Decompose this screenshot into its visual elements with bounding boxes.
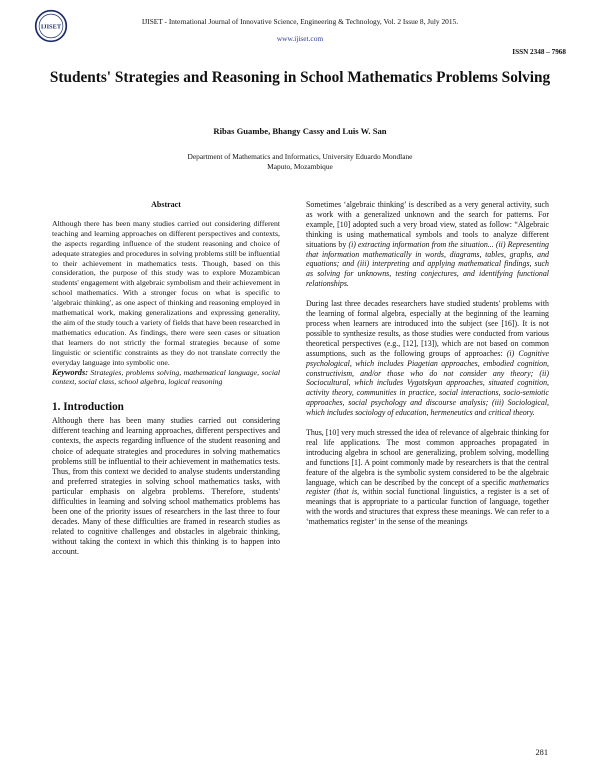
affiliation-location: Maputo, Mozambique <box>267 162 333 171</box>
paragraph-text: within social functional linguistics, a register is a set of meanings that is appropriate to a particular function of language, together with the words and structures that express these meanings. We can refer to a ‘mathematics register’ in the sense of the meanings <box>306 487 549 527</box>
paper-title: Students' Strategies and Reasoning in School Mathematics Problems Solving <box>49 69 551 86</box>
keywords-list: Strategies, problems solving, mathematical language, social context, social class, school algebra, logical reasoning <box>52 367 281 387</box>
journal-header: IJISET - International Journal of Innovative Science, Engineering & Technology, Vol. 2 Issue 8, July 2015. <box>141 17 459 26</box>
logo-text: IJISET <box>40 23 62 31</box>
keywords-label: Keywords: <box>52 367 88 377</box>
keywords <box>52 368 280 388</box>
right-column <box>306 200 549 527</box>
page-number: 281 <box>535 748 548 757</box>
paragraph-text: Sometimes ‘algebraic thinking’ is described as a very general activity, such as work with a generalized unknown and the search for patterns. For example, [10] adopted such a very broad view, stated as follow: “Algebraic thinking is using mathematical symbols and tools to analyze different situations by <box>306 200 549 249</box>
paragraph-text: Thus, [10] very much stressed the idea of relevance of algebraic thinking for real life applications. The most common approaches propagated in introducing algebra in school are generalizing, problem solving, modelling and functions [1]. A point commonly made by researchers is that the central feature of the algebra is the symbolic system considered to be the algebraic language, which can be described by the concept of a specific <box>306 428 549 487</box>
affiliation-department: Department of Mathematics and Informatics, University Eduardo Mondlane <box>187 152 413 161</box>
journal-url[interactable]: www.ijiset.com <box>276 34 324 43</box>
authors: Ribas Guambe, Bhangy Cassy and Luis W. San <box>213 126 387 136</box>
affiliation <box>0 152 600 172</box>
paragraph-italic: (i) extracting information from the situation... (ii) Representing that information mathematically in words, diagrams, tables, graphs, and equations; and (iii) interpreting and applying mathematical findings, such as solving for unknowns, testing conjectures, and identifying functional relationships. <box>306 239 549 289</box>
abstract-text: Although there has been many studies carried out considering different teaching and learning approaches on different perspectives and contexts, the aspects regarding influence of the student reasoning and choice of adequate strategies and procedures in solving problems still be influential to their achievement in mathematics tests. Though, based on this consideration, the purpose of this study was to explore Mozambican students' engagement with algebraic symbolism and their achievement in school mathematics. With a stronger focus on what is specific to 'algebraic thinking', as one aspect of thinking and reasoning employed in mathematical work, making generalizations and expressing generality, the aim of the study touch a variety of fields that have been researched in mathematics education. As findings, there were seen cases or situation that learners do not strictly the formal strategies because of some linguistic or scientific constraints as they do not translate correctly the everyday language into symbolic one. <box>52 218 280 367</box>
paragraph-algebraic-thinking <box>306 200 549 289</box>
paragraph-italic: mathematics register (that is, <box>306 477 549 497</box>
issn: ISSN 2348 – 7968 <box>512 48 566 56</box>
paragraph-italic: (i) Cognitive psychological, which includes Piagetian approaches, embodied cognition, constructivism, and/or those who do not consider any theory; (ii) Sociocultural, which includes Vygotskyan approaches, situated cognition, activity theory, communities in practice, social interactions, socio-semiotic approaches, social psychology and discourse analysis; (iii) Sociological, which includes sociology of education, hermeneutics and critical theory. <box>306 348 549 418</box>
introduction-text: Although there has been many studies carried out considering different teaching and learning approaches, different perspectives and contexts, the aspects regarding influence of the student reasoning and choice of adequate strategies and procedures in solving mathematics problems still be influential to their achievement in mathematics tests. Thus, from this context we decided to analyse students understanding and preferred strategies in solving school mathematics tasks, with particular emphasis on algebra problems. Therefore, students' difficulties in learning and solving school mathematics problems has been one of the priority issues of researchers in the last three to four decades. Many of these difficulties are framed in research studies as related to cognitive challenges and obstacles in algebraic thinking, without taking the context in which this thinking is to happen into account. <box>52 416 280 557</box>
abstract-heading: Abstract <box>151 200 181 209</box>
paragraph-text: During last three decades researchers have studied students' problems with the learning of formal algebra, especially at the beginning of the learning process when learners are introduced into the subject (see [16]). It is not possible to synthesize results, as those studies were conducted from various theoretical perspectives (e.g., [12], [13]), which are not based on common assumptions, such as the following groups of approaches: <box>306 299 549 358</box>
paragraph-research-approaches <box>306 299 549 418</box>
section-heading-introduction: 1. Introduction <box>52 401 124 414</box>
left-column <box>52 200 280 558</box>
paragraph-mathematics-register <box>306 428 549 527</box>
